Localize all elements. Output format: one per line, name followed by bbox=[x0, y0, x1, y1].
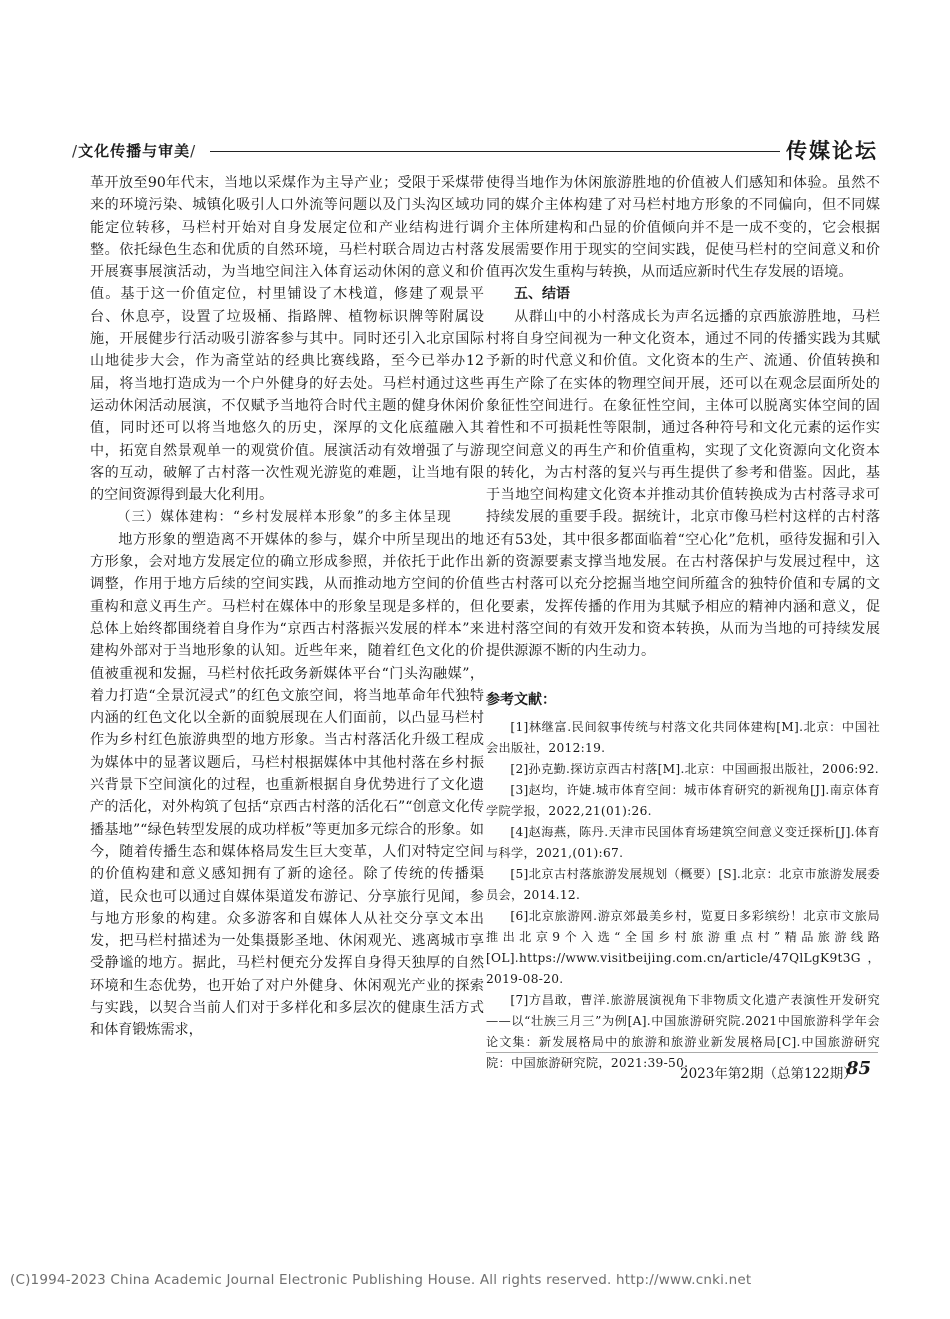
reference-item: [6]北京旅游网.游京郊最美乡村，览夏日多彩缤纷！北京市文旅局推出北京9个入选“全国乡村旅游重点村”精品旅游线路[OL].https://www.visitbeijing.com.cn/article/47QlLgK9t3G，2019-08-20. bbox=[486, 908, 880, 986]
references-list bbox=[486, 717, 880, 1074]
reference-item: [5]北京古村落旅游发展规划（概要）[S].北京：北京市旅游发展委员会，2014.12. bbox=[486, 866, 880, 902]
references-title: 参考文献： bbox=[486, 691, 556, 708]
reference-item: [1]林继富.民间叙事传统与村落文化共同体建构[M].北京：中国社会出版社，2012:19. bbox=[486, 719, 880, 755]
body-paragraph: 地方形象的塑造离不开媒体的参与，媒介中所呈现出的地方形象，会对地方发展定位的确立形成参照，并依托于此作出调整，作用于地方后续的空间实践，从而推动地方空间的价值重构和意义再生产。马栏村在媒体中的形象呈现是多样的，但总体上始终都围绕着自身作为“京西古村落振兴发展的样本”来建构外部对于当地形象的认知。近些年来，随着红色文化的价值被重视和发掘，马栏村依托政务新媒体平台“门头沟融媒”，着力打造“全景沉浸式”的红色文旅空间，将当地革命年代独特内涵的红色文化以全新的面貌展现在人们面前，以凸显马栏村作为乡村红色旅游典型的地方形象。当古村落活化升级工程成为媒体中的显著议题后，马栏村根据媒体中其他村落在乡村振兴背景下空间演化的过程，也重新根据自身优势进行了文化遗产的活化，对外构筑了包括“京西古村落的活化石”“创意文化传播基地”“绿色转型发展的成功样板”等更加多元综合的形象。如今，随着传播生态和媒体格局发生巨大变革，人们对特定空间的价值构建和意义感知拥有了新的途径。除了传统的传播渠道，民众也可以通过自媒体渠道发布游记、分享旅行见闻，参与地方形象的构建。众多游客和自媒体人从社交分享文本出发，把马栏村描述为一处集摄影圣地、休闲观光、逃离城市享受静谧的地方。据此，马栏村便充分发挥自身得天独厚的自然环境和生态优势，也开始了对户外健身、休闲观光产业的探索与实践，以契合当前人们对于多样化和多层次的健康生活方式和体育锻炼需求， bbox=[90, 531, 484, 1039]
reference-item: [2]孙克勤.探访京西古村落[M].北京：中国画报出版社，2006:92. bbox=[510, 761, 879, 776]
right-column bbox=[486, 172, 880, 1074]
footer-rule bbox=[486, 1052, 878, 1053]
body-paragraph: 革开放至90年代末，当地以采煤作为主导产业；受限于采煤带来的环境污染、城镇化吸引人口外流等问题以及门头沟区域功能定位转移，马栏村开始对自身发展定位和产业结构进行调整。依托绿色生态和优质的自然环境，马栏村联合周边古村落开展赛事展演活动，为当地空间注入体育运动休闲的意义和价值。基于这一价值定位，村里铺设了木栈道，修建了观景平台、休息亭，设置了垃圾桶、指路牌、植物标识牌等附属设施，开展健步行活动吸引游客参与其中。同时还引入北京国际山地徒步大会，作为斋堂站的经典比赛线路，至今已举办12届，将当地打造成为一个户外健身的好去处。马栏村通过这些运动休闲活动展演，不仅赋予当地符合时代主题的健身休闲价值，同时还可以将当地悠久的历史，深厚的文化底蕴融入其中，拓宽自然景观单一的观赏价值。展演活动有效增强了与游客的互动，破解了古村落一次性观光游览的难题，让当地有限的空间资源得到最大化利用。 bbox=[90, 175, 484, 504]
page-header bbox=[72, 138, 878, 168]
section-label: /文化传播与审美/ bbox=[72, 142, 197, 160]
copyright-notice: (C)1994-2023 China Academic Journal Electronic Publishing House. All rights reserved. http://www.cnki.net bbox=[10, 1272, 752, 1288]
section-heading: 五、结语 bbox=[514, 286, 570, 303]
body-paragraph: 从群山中的小村落成长为声名远播的京西旅游胜地，马栏村将自身空间视为一种文化资本，通过不同的传播实践为其赋予新的时代意义和价值。文化资本的生产、流通、价值转换和再生产除了在实体的物理空间开展，还可以在观念层面所处的象征性空间进行。在象征性空间，主体可以脱离实体空间的固着性和不可损耗性等限制，通过各种符号和文化元素的运作实现空间意义的再生产和价值重构，实现了文化资源向文化资本的转化，为古村落的复兴与再生提供了参考和借鉴。因此，基于当地空间构建文化资本并推动其价值转换成为古村落寻求可持续发展的重要手段。据统计，北京市像马栏村这样的古村落还有53处，其中很多都面临着“空心化”危机，亟待发掘和引入新的资源要素支撑当地发展。在古村落保护与发展过程中，这些古村落可以充分挖掘当地空间所蕴含的独特价值和专属的文化要素，发挥传播的作用为其赋予相应的精神内涵和意义，促进村落空间的有效开发和资本转换，从而为当地的可持续发展提供源源不断的内生动力。 bbox=[486, 308, 880, 660]
reference-item: [3]赵均，许婕.城市体育空间：城市体育研究的新视角[J].南京体育学院学报，2022,21(01):26. bbox=[486, 782, 880, 818]
header-rule bbox=[210, 151, 780, 152]
reference-item: [4]赵海燕，陈丹.天津市民国体育场建筑空间意义变迁探析[J].体育与科学，2021,(01):67. bbox=[486, 824, 880, 860]
journal-name: 传媒论坛 bbox=[786, 139, 878, 163]
issue-label: 2023年第2期（总第122期） bbox=[680, 1066, 857, 1082]
body-paragraph: 使得当地作为休闲旅游胜地的价值被人们感知和体验。虽然不同的媒介主体构建了对马栏村地方形象的不同偏向，但不同媒介主体所建构和凸显的价值倾向并不是一成不变的，它会根据发展需要作用于现实的空间实践，促使马栏村的空间意义和价值再次发生重构与转换，从而适应新时代生存发展的语境。 bbox=[486, 175, 880, 281]
left-column bbox=[90, 172, 484, 1042]
section-subheading: （三）媒体建构：“乡村发展样本形象”的多主体呈现 bbox=[117, 509, 452, 526]
page-number: 85 bbox=[846, 1058, 872, 1079]
reference-item: [7]方昌敢，曹洋.旅游展演视角下非物质文化遗产表演性开发研究——以“壮族三月三”为例[A].中国旅游研究院.2021中国旅游科学年会论文集：新发展格局中的旅游和旅游业新发展格局[C].中国旅游研究院：中国旅游研究院，2021:39-50. bbox=[486, 992, 880, 1070]
